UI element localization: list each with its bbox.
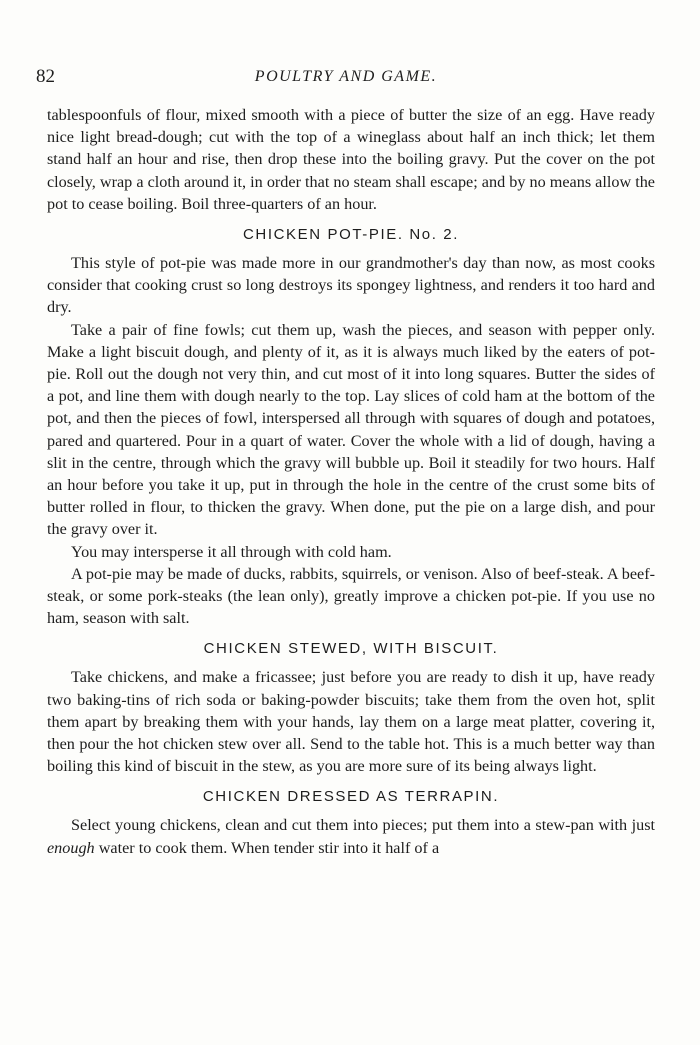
paragraph: Take a pair of fine fowls; cut them up, wash the pieces, and season with pepper only. Make a light biscuit dough, and plenty of it, as it is always much liked by the eaters of pot-pie. Roll out the dough not very thin, and cut most of it into long squares. Butter the sides of a pot, and line them with dough nearly to the top. Lay slices of cold ham at the bottom of the pot, and then the pieces of fowl, interspersed all through with squares of dough and potatoes, pared and quartered. Pour in a quart of water. Cover the whole with a lid of dough, having a slit in the centre, through which the gravy will bubble up. Boil it steadily for two hours. Half an hour before you take it up, put in through the hole in the centre of the crust some bits of butter rolled in flour, to thicken the gravy. When done, put the pie on a large dish, and pour the gravy over it. xyxy=(47,320,655,539)
section-heading-pot-pie: CHICKEN POT-PIE. No. 2. xyxy=(242,226,459,244)
paragraph: A pot-pie may be made of ducks, rabbits, squirrels, or venison. Also of beef-steak. A beef-steak, or some pork-steaks (the lean only), greatly improve a chicken pot-pie. If you use no ham, season with salt. xyxy=(47,564,655,628)
page-body xyxy=(47,104,655,859)
emphasized-word: enough xyxy=(47,838,95,857)
page-number: 82 xyxy=(36,66,55,87)
continued-paragraph: tablespoonfuls of flour, mixed smooth with a piece of butter the size of an egg. Have ready nice light bread-dough; cut with the top of a wineglass about half an inch thick; let them stand half an hour and rise, then drop these into the boiling gravy. Put the cover on the pot closely, wrap a cloth around it, in order that no steam shall escape; and by no means allow the pot to cease boiling. Boil three-quarters of an hour. xyxy=(47,106,655,213)
running-head: POULTRY AND GAME. xyxy=(254,68,438,85)
section-heading-stewed-biscuit: CHICKEN STEWED, WITH BISCUIT. xyxy=(203,640,499,658)
paragraph-text: Select young chickens, clean and cut them into pieces; put them into a stew-pan with just xyxy=(71,816,655,835)
paragraph-text: water to cook them. When tender stir into it half of a xyxy=(98,838,440,857)
page-header xyxy=(36,66,656,90)
paragraph: Take chickens, and make a fricassee; just before you are ready to dish it up, have ready two baking-tins of rich soda or baking-powder biscuits; take them from the oven hot, split them apart by breaking them with your hands, lay them on a large meat platter, covering it, then pour the hot chicken stew over all. Send to the table hot. This is a much better way than boiling this kind of biscuit in the stew, as you are more sure of its being always light. xyxy=(47,668,655,776)
section-heading-terrapin: CHICKEN DRESSED AS TERRAPIN. xyxy=(202,788,500,806)
paragraph: This style of pot-pie was made more in our grandmother's day than now, as most cooks consider that cooking crust so long destroys its spongey lightness, and renders it too hard and dry. xyxy=(47,254,655,317)
paragraph xyxy=(47,814,655,858)
paragraph: You may intersperse it all through with cold ham. xyxy=(71,542,392,561)
